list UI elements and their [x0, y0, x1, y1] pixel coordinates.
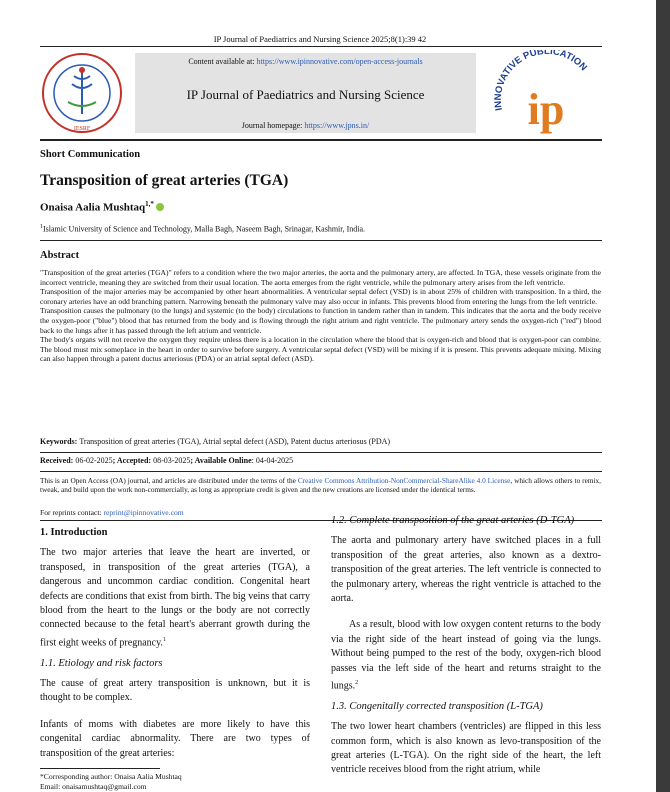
- section-1-1-paragraph: The cause of great artery transposition is unknown, but it is thought to be complex.: [40, 677, 310, 704]
- intro-heading: 1. Introduction: [40, 527, 108, 538]
- dates-rule: [40, 471, 602, 472]
- corresponding-email[interactable]: Email: onaisamushtaq@gmail.com: [40, 782, 147, 791]
- header-rule-bottom: [40, 139, 602, 141]
- license-post: , which allows others to remix, tweak, and build upon the work non-commercially, as long as appropriate credit is given and the new creations are licensed under the identical terms.: [40, 476, 602, 495]
- journal-masthead: [135, 53, 476, 133]
- journal-homepage-line: [135, 121, 476, 130]
- logo-ip-letters: ip: [527, 85, 565, 134]
- intro-text: The two major arteries that leave the heart are inverted, or transposed, in transposition of the great arteries (TGA), a dangerous and uncommon cardiac condition. Congenital heart defects are conditions that exist from birth. The big veins that carry blood from the heart to the lungs or the body are not correctly connected because to the fetal heart's aberrant growth during the first eight weeks of pregnancy.: [40, 547, 310, 649]
- footnote: [40, 772, 182, 792]
- abstract-body: [40, 268, 601, 364]
- journal-title: IP Journal of Paediatrics and Nursing Science: [186, 87, 425, 102]
- reprints-email[interactable]: reprint@ipinnovative.com: [103, 508, 184, 517]
- iesrf-logo-sub: IESRF: [73, 126, 91, 132]
- iesrf-logo: [38, 52, 126, 134]
- innovative-publication-logo: [492, 50, 600, 134]
- affiliation: [40, 224, 365, 234]
- received-label: Received:: [40, 456, 76, 465]
- abstract-paragraph: Transposition causes the pulmonary (to the lungs) and systemic (to the body) circulations to function in tandem rather than in tandem. This indicates that the aorta and the body receive the oxygen-poor ("blue") blood that has returned from the body and is flowing through the right atrium and right ventricle. The pulmonary artery sends the oxygen-rich ("red") blood back to the lungs after it has passed through the left atrium and ventricle.: [40, 306, 601, 335]
- article-type: Short Communication: [40, 149, 141, 160]
- section-1-1-paragraph: Infants of moms with diabetes are more likely to have this congenital cardiac abnormality. There are two types of transposition of the great arteries:: [40, 718, 310, 759]
- author-name: Onaisa Aalia Mushtaq: [40, 201, 146, 214]
- intro-citation: 1: [162, 636, 166, 643]
- online-date: : 04-04-2025: [251, 456, 294, 465]
- logo-arc-text: INNOVATIVE PUBLICATION: [492, 50, 590, 112]
- keywords-line: [40, 437, 390, 446]
- abstract-paragraph: Transposition of the major arteries may be accompanied by other heart abnormalities. A ventricular septal defect (VSD) is in about 25% of children with transposition. In a third, the coronary arteries have an odd branching pattern. Narrowing beneath the pulmonary valve may also occur in infants. This prevents blood from entering the lungs from the left ventricle.: [40, 287, 601, 306]
- reprints-label: For reprints contact:: [40, 508, 104, 517]
- affiliation-rule: [40, 240, 602, 241]
- section-1-3-heading: 1.3. Congenitally corrected transposition (L-TGA): [331, 700, 543, 712]
- section-1-2-paragraph: [331, 618, 601, 693]
- intro-paragraph: [40, 546, 310, 650]
- author-sup: 1,*: [145, 200, 154, 208]
- right-column: [331, 514, 601, 778]
- content-available-label: Content available at:: [188, 57, 257, 66]
- license-text: [40, 476, 601, 495]
- article-title: Transposition of great arteries (TGA): [40, 172, 289, 189]
- abstract-paragraph: "Transposition of the great arteries (TGA)" refers to a condition where the two major arteries, the aorta and the pulmonary artery, are affected. In TGA, these vessels originate from the incorrect ventricle, meaning they are switched from their usual location. The aorta emerges from the right ventricle, while the pulmonary artery arises from the left ventricle.: [40, 268, 601, 287]
- homepage-link[interactable]: https://www.jpns.in/: [304, 121, 370, 130]
- footnote-rule: [40, 768, 160, 769]
- abstract-paragraph: The body's organs will not receive the oxygen they require unless there is a location in the circulation where the blood that is oxygen-rich and blood that is oxygen-poor can combine. The blood must mix someplace in the heart in order to survive before surgery. A ventricular septal defect (VSD) will be mixing if it is present. This prevents adequate mixing. Mixing can also happen through a patent ductus arteriosus (PDA) or an atrial septal defect (ASD).: [40, 335, 601, 364]
- left-column: [40, 522, 310, 761]
- license-link[interactable]: Creative Commons Attribution-NonCommercial-ShareAlike 4.0 License: [297, 476, 511, 485]
- accepted-date: 08-03-2025: [153, 456, 191, 465]
- dates-line: [40, 456, 293, 465]
- section-1-1-heading: 1.1. Etiology and risk factors: [40, 657, 163, 669]
- content-available-link[interactable]: https://www.ipinnovative.com/open-access-journals: [256, 57, 423, 66]
- accepted-label: ; Accepted:: [112, 456, 154, 465]
- author-line: [40, 200, 164, 214]
- section-1-2-text: As a result, blood with low oxygen content returns to the body via the right side of the heart instead of going via the lungs. Without being pumped to the rest of the body, oxygen-rich blood passes via the left side of the heart and returns straight to the lungs.: [331, 619, 601, 692]
- abstract-heading: Abstract: [40, 250, 80, 261]
- header-rule-top: [40, 46, 602, 47]
- corresponding-author: *Corresponding author: Onaisa Aalia Mushtaq: [40, 772, 182, 781]
- received-date: 06-02-2025: [75, 456, 113, 465]
- section-1-2-paragraph: The aorta and pulmonary artery have switched places in a full transposition of the great arteries, also known as a dextro-transposition of the great arteries. The left ventricle is connected to the pulmonary artery, whereas the right ventricle is attached to the aorta.: [331, 535, 601, 605]
- orcid-icon[interactable]: [156, 203, 164, 211]
- viewer-scrollbar[interactable]: [656, 0, 670, 792]
- section-1-2-citation: 2: [355, 680, 359, 687]
- content-available-line: [135, 57, 476, 66]
- section-1-3-paragraph: The two lower heart chambers (ventricles) are flipped in this less common form, which is also known as levo-transposition of the great arteries (L-TGA). On the right side of the heart, the left ventricle receives blood from the right atrium, while: [331, 721, 601, 776]
- affiliation-text: Islamic University of Science and Technology, Malla Bagh, Naseem Bagh, Srinagar, Kashmir, India.: [43, 224, 366, 234]
- reprints-line: [40, 508, 184, 517]
- keywords-rule: [40, 452, 602, 453]
- license-pre: This is an Open Access (OA) journal, and articles are distributed under the terms of the: [40, 476, 298, 485]
- keywords-label: Keywords:: [40, 437, 80, 446]
- homepage-label: Journal homepage:: [241, 121, 305, 130]
- affiliation-sup: 1: [40, 224, 43, 230]
- keywords-text: Transposition of great arteries (TGA), Atrial septal defect (ASD), Patent ductus arteriosus (PDA): [79, 437, 391, 446]
- running-header-citation: IP Journal of Paediatrics and Nursing Science 2025;8(1):39 42: [213, 34, 427, 44]
- section-1-2-heading: 1.2. Complete transposition of the great arteries (D-TGA): [331, 515, 575, 526]
- online-label: ; Available Online: [190, 456, 252, 465]
